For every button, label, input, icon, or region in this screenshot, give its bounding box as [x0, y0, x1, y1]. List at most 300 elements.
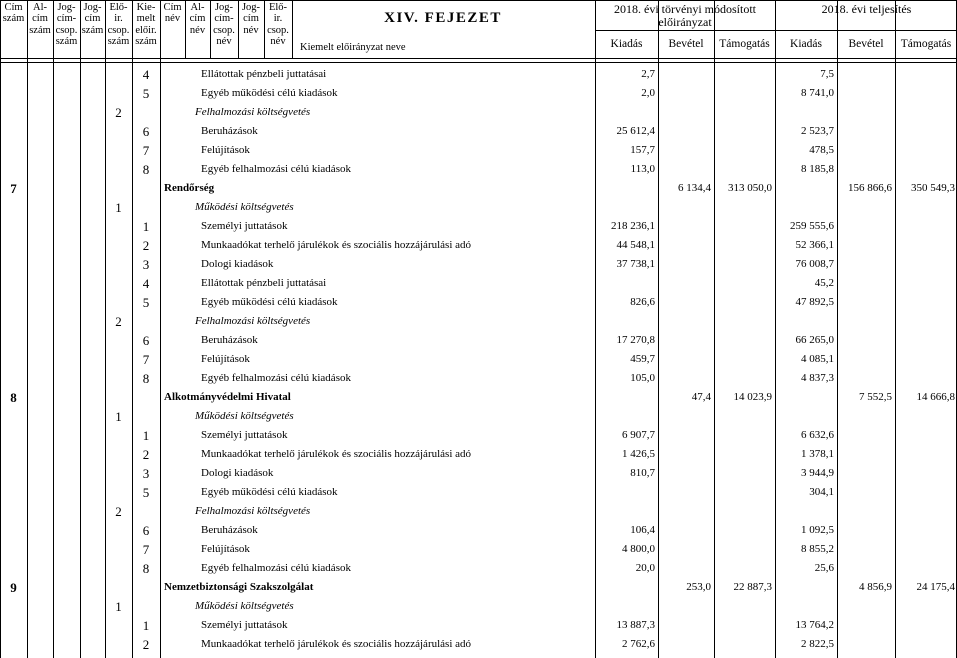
eloircsop-szam: 1 [115, 409, 122, 424]
cim-szam [0, 198, 27, 217]
row-name: Személyi juttatások [201, 429, 288, 441]
kiadas-actual: 259 555,6 [790, 220, 834, 232]
kiadas-modified [595, 198, 655, 217]
kiadas-actual: 304,1 [809, 486, 834, 498]
table-row [0, 388, 957, 407]
kiadas-actual [775, 312, 834, 331]
kiemelt-szam: 1 [142, 219, 150, 234]
row-name: Működési költségvetés [195, 600, 294, 612]
bevetel-modified [658, 141, 711, 160]
kiadas-actual: 76 008,7 [795, 258, 834, 270]
kiemelt-szam: 3 [142, 257, 150, 272]
kiadas-modified: 2,7 [641, 68, 655, 80]
kiadas-modified [595, 103, 655, 122]
row-name: Munkaadókat terhelő járulékok és szociális hozzájárulási adó [201, 239, 472, 251]
tamogatas-modified [714, 65, 772, 84]
tamogatas-actual [895, 597, 955, 616]
eloircsop-szam [105, 426, 132, 445]
tamogatas-actual [895, 312, 955, 331]
bevetel-modified [658, 217, 711, 236]
tamogatas-actual [895, 445, 955, 464]
bevetel-modified [658, 502, 711, 521]
kiadas-modified [595, 483, 655, 502]
tamogatas-modified [714, 521, 772, 540]
bevetel-modified [658, 274, 711, 293]
kiemelt-szam: 2 [142, 637, 150, 652]
bevetel-actual [837, 198, 892, 217]
tamogatas-actual [895, 350, 955, 369]
kiadas-actual: 4 837,3 [801, 372, 834, 384]
tamogatas-modified [714, 274, 772, 293]
row-name: Személyi juttatások [201, 619, 288, 631]
eloircsop-szam [105, 559, 132, 578]
tamogatas-actual [895, 540, 955, 559]
kiemelt-szam [132, 407, 160, 426]
cim-szam [0, 103, 27, 122]
kiadas-modified: 157,7 [630, 144, 655, 156]
bevetel-actual [837, 369, 892, 388]
bevetel-actual [837, 84, 892, 103]
header-jogcimcsop-nev: Jog- cím- csop. név [213, 2, 235, 47]
eloircsop-szam: 2 [115, 105, 122, 120]
eloircsop-szam [105, 635, 132, 654]
row-name: Felhalmozási költségvetés [195, 106, 311, 118]
header-bevetel-2: Bevétel [848, 38, 884, 50]
eloircsop-szam [105, 84, 132, 103]
kiemelt-szam: 5 [142, 485, 150, 500]
bevetel-actual [837, 122, 892, 141]
tamogatas-actual: 350 549,3 [911, 182, 955, 194]
kiemelt-szam [132, 578, 160, 597]
bevetel-modified [658, 369, 711, 388]
table-row [0, 540, 957, 559]
eloircsop-szam [105, 236, 132, 255]
kiemelt-szam [132, 388, 160, 407]
kiadas-modified: 105,0 [630, 372, 655, 384]
tamogatas-modified [714, 426, 772, 445]
bevetel-actual [837, 236, 892, 255]
tamogatas-modified [714, 198, 772, 217]
tamogatas-modified [714, 312, 772, 331]
header-kiadas-2: Kiadás [790, 38, 822, 50]
row-name: Egyéb felhalmozási célú kiadások [201, 163, 351, 175]
tamogatas-actual [895, 331, 955, 350]
kiadas-modified [595, 578, 655, 597]
eloircsop-szam [105, 274, 132, 293]
kiadas-actual: 45,2 [814, 277, 834, 289]
tamogatas-actual [895, 464, 955, 483]
kiemelt-szam [132, 103, 160, 122]
row-name: Felújítások [201, 543, 250, 555]
row-name: Működési költségvetés [195, 201, 294, 213]
bevetel-actual [837, 141, 892, 160]
bevetel-modified [658, 293, 711, 312]
tamogatas-modified [714, 464, 772, 483]
bevetel-actual [837, 426, 892, 445]
kiemelt-szam: 1 [142, 618, 150, 633]
row-name: Egyéb működési célú kiadások [201, 486, 338, 498]
tamogatas-modified [714, 293, 772, 312]
kiemelt-szam: 6 [142, 333, 150, 348]
kiadas-actual [775, 179, 834, 198]
kiadas-actual: 66 265,0 [795, 334, 834, 346]
kiadas-modified: 218 236,1 [611, 220, 655, 232]
eloircsop-szam [105, 331, 132, 350]
tamogatas-actual [895, 616, 955, 635]
kiadas-actual: 13 764,2 [795, 619, 834, 631]
bevetel-actual [837, 160, 892, 179]
tamogatas-modified [714, 103, 772, 122]
tamogatas-modified [714, 141, 772, 160]
table-row [0, 312, 957, 331]
bevetel-actual [837, 635, 892, 654]
kiemelt-szam [132, 179, 160, 198]
table-row [0, 426, 957, 445]
kiadas-actual: 7,5 [820, 68, 834, 80]
bevetel-modified [658, 103, 711, 122]
kiadas-modified: 113,0 [630, 163, 655, 175]
tamogatas-modified [714, 445, 772, 464]
tamogatas-modified [714, 217, 772, 236]
kiemelt-szam: 7 [142, 143, 150, 158]
bevetel-modified [658, 65, 711, 84]
eloircsop-szam [105, 369, 132, 388]
header-cim-nev: Cím név [163, 2, 182, 25]
row-name: Dologi kiadások [201, 467, 274, 479]
kiemelt-szam: 1 [142, 428, 150, 443]
cim-szam [0, 502, 27, 521]
eloircsop-szam [105, 521, 132, 540]
kiadas-modified: 6 907,7 [622, 429, 655, 441]
bevetel-modified [658, 521, 711, 540]
tamogatas-actual [895, 426, 955, 445]
cim-szam [0, 559, 27, 578]
kiadas-modified: 20,0 [635, 562, 655, 574]
kiadas-actual: 8 185,8 [801, 163, 834, 175]
kiadas-modified: 44 548,1 [616, 239, 655, 251]
tamogatas-actual: 14 666,8 [916, 391, 955, 403]
bevetel-modified [658, 160, 711, 179]
cim-szam: 7 [10, 181, 17, 196]
tamogatas-actual [895, 84, 955, 103]
bevetel-actual [837, 559, 892, 578]
tamogatas-actual [895, 255, 955, 274]
cim-szam [0, 426, 27, 445]
table-row [0, 559, 957, 578]
kiadas-modified: 106,4 [630, 524, 655, 536]
bevetel-modified [658, 84, 711, 103]
kiadas-actual: 3 944,9 [801, 467, 834, 479]
kiadas-actual: 52 366,1 [795, 239, 834, 251]
eloircsop-szam [105, 388, 132, 407]
row-name: Ellátottak pénzbeli juttatásai [201, 277, 327, 289]
tamogatas-actual [895, 635, 955, 654]
table-row [0, 407, 957, 426]
kiadas-modified [595, 407, 655, 426]
cim-szam [0, 540, 27, 559]
kiadas-modified: 25 612,4 [616, 125, 655, 137]
tamogatas-modified [714, 502, 772, 521]
kiadas-actual: 2 822,5 [801, 638, 834, 650]
tamogatas-actual [895, 122, 955, 141]
tamogatas-modified: 14 023,9 [733, 391, 772, 403]
table-row [0, 141, 957, 160]
bevetel-actual [837, 483, 892, 502]
cim-szam [0, 122, 27, 141]
kiadas-actual: 1 378,1 [801, 448, 834, 460]
eloircsop-szam: 1 [115, 599, 122, 614]
kiadas-modified: 4 800,0 [622, 543, 655, 555]
bevetel-actual [837, 217, 892, 236]
eloircsop-szam [105, 445, 132, 464]
bevetel-actual: 156 866,6 [848, 182, 892, 194]
header-alcim-nev: Al- cím név [189, 2, 206, 36]
kiadas-modified: 13 887,3 [616, 619, 655, 631]
cim-szam [0, 483, 27, 502]
bevetel-modified [658, 122, 711, 141]
tamogatas-modified [714, 255, 772, 274]
header-jogcim-szam: Jog- cím szám [81, 2, 104, 36]
kiemelt-szam [132, 597, 160, 616]
row-name: Ellátottak pénzbeli juttatásai [201, 68, 327, 80]
bevetel-actual [837, 312, 892, 331]
tamogatas-actual [895, 236, 955, 255]
cim-szam [0, 597, 27, 616]
table-row [0, 464, 957, 483]
table-row [0, 369, 957, 388]
cim-szam [0, 141, 27, 160]
row-name: Működési költségvetés [195, 410, 294, 422]
bevetel-modified [658, 426, 711, 445]
eloircsop-szam [105, 179, 132, 198]
eloircsop-szam [105, 160, 132, 179]
bevetel-actual [837, 521, 892, 540]
row-name: Egyéb felhalmozási célú kiadások [201, 562, 351, 574]
cim-szam [0, 217, 27, 236]
tamogatas-actual [895, 274, 955, 293]
table-row [0, 122, 957, 141]
kiadas-modified: 17 270,8 [616, 334, 655, 346]
kiadas-modified [595, 179, 655, 198]
bevetel-modified [658, 445, 711, 464]
header-bevetel-1: Bevétel [668, 38, 704, 50]
bevetel-actual [837, 331, 892, 350]
bevetel-modified: 6 134,4 [678, 182, 711, 194]
row-name: Munkaadókat terhelő járulékok és szociális hozzájárulási adó [201, 638, 472, 650]
bevetel-modified [658, 407, 711, 426]
header-eloircsop-nev: Elő- ir. csop. név [267, 2, 289, 47]
header-tamogatas-1: Támogatás [719, 38, 770, 50]
eloircsop-szam [105, 217, 132, 236]
row-name: Alkotmányvédelmi Hivatal [164, 391, 291, 403]
row-name: Munkaadókat terhelő járulékok és szociális hozzájárulási adó [201, 448, 472, 460]
table-row [0, 445, 957, 464]
kiadas-modified: 1 426,5 [622, 448, 655, 460]
bevetel-modified [658, 464, 711, 483]
kiadas-modified [595, 274, 655, 293]
table-row [0, 635, 957, 654]
kiadas-actual: 25,6 [814, 562, 834, 574]
row-name: Rendőrség [164, 182, 215, 194]
kiemelt-szam [132, 198, 160, 217]
table-row [0, 616, 957, 635]
table-row [0, 331, 957, 350]
tamogatas-modified [714, 236, 772, 255]
kiemelt-szam: 4 [142, 67, 150, 82]
cim-szam [0, 65, 27, 84]
bevetel-actual [837, 103, 892, 122]
bevetel-modified [658, 635, 711, 654]
tamogatas-actual [895, 293, 955, 312]
kiemelt-szam: 7 [142, 352, 150, 367]
tamogatas-actual [895, 141, 955, 160]
kiadas-actual: 8 741,0 [801, 87, 834, 99]
table-row [0, 198, 957, 217]
header-group-modified: 2018. évi törvényi módosított előirányzat [614, 2, 756, 29]
kiadas-actual [775, 597, 834, 616]
bevetel-modified [658, 597, 711, 616]
eloircsop-szam [105, 483, 132, 502]
tamogatas-modified [714, 122, 772, 141]
table-row [0, 483, 957, 502]
bevetel-actual [837, 540, 892, 559]
tamogatas-modified [714, 407, 772, 426]
cim-szam [0, 616, 27, 635]
bevetel-modified [658, 331, 711, 350]
chapter-title: XIV. FEJEZET [384, 10, 502, 26]
table-row [0, 84, 957, 103]
tamogatas-actual [895, 198, 955, 217]
header-jogcimcsop-szam: Jog- cím- csop. szám [55, 2, 78, 47]
bevetel-actual [837, 502, 892, 521]
tamogatas-modified [714, 597, 772, 616]
eloircsop-szam [105, 293, 132, 312]
header-eloircsop-szam: Elő- ir. csop. szám [107, 2, 130, 47]
bevetel-modified [658, 255, 711, 274]
eloircsop-szam [105, 616, 132, 635]
cim-szam [0, 84, 27, 103]
bevetel-modified [658, 236, 711, 255]
bevetel-actual: 4 856,9 [859, 581, 892, 593]
tamogatas-actual [895, 369, 955, 388]
bevetel-actual [837, 274, 892, 293]
kiemelt-szam: 5 [142, 295, 150, 310]
kiadas-actual: 478,5 [809, 144, 834, 156]
tamogatas-modified [714, 616, 772, 635]
kiadas-actual [775, 407, 834, 426]
kiemelt-szam: 5 [142, 86, 150, 101]
cim-szam [0, 255, 27, 274]
kiemelt-szam: 2 [142, 238, 150, 253]
row-name: Személyi juttatások [201, 220, 288, 232]
eloircsop-szam [105, 578, 132, 597]
kiadas-actual: 8 855,2 [801, 543, 834, 555]
tamogatas-modified: 22 887,3 [733, 581, 772, 593]
table-row [0, 65, 957, 84]
row-name: Egyéb működési célú kiadások [201, 87, 338, 99]
cim-szam [0, 312, 27, 331]
bevetel-modified: 47,4 [691, 391, 711, 403]
kiadas-actual [775, 198, 834, 217]
kiadas-actual [775, 502, 834, 521]
kiemelt-szam: 3 [142, 466, 150, 481]
kiadas-actual: 6 632,6 [801, 429, 834, 441]
kiadas-modified [595, 388, 655, 407]
kiemelt-szam: 8 [142, 561, 150, 576]
cim-szam [0, 331, 27, 350]
table-row [0, 255, 957, 274]
cim-szam: 9 [10, 580, 17, 595]
tamogatas-modified [714, 350, 772, 369]
eloircsop-szam: 2 [115, 504, 122, 519]
kiadas-modified [595, 502, 655, 521]
tamogatas-modified [714, 369, 772, 388]
cim-szam [0, 407, 27, 426]
bevetel-actual: 7 552,5 [859, 391, 892, 403]
kiadas-modified [595, 597, 655, 616]
kiadas-actual: 2 523,7 [801, 125, 834, 137]
table-row [0, 103, 957, 122]
kiadas-actual: 4 085,1 [801, 353, 834, 365]
table-row [0, 274, 957, 293]
eloircsop-szam: 2 [115, 314, 122, 329]
bevetel-actual [837, 65, 892, 84]
eloircsop-szam: 1 [115, 200, 122, 215]
kiemelt-szam: 7 [142, 542, 150, 557]
cim-szam: 8 [10, 390, 17, 405]
kiemelt-szam: 6 [142, 523, 150, 538]
tamogatas-actual [895, 407, 955, 426]
header-alcim-szam: Al- cím szám [29, 2, 51, 36]
table-row [0, 597, 957, 616]
eloircsop-szam [105, 122, 132, 141]
kiadas-modified: 810,7 [630, 467, 655, 479]
kiemelt-szam: 2 [142, 447, 150, 462]
tamogatas-modified: 313 050,0 [728, 182, 772, 194]
bevetel-modified [658, 616, 711, 635]
table-row [0, 293, 957, 312]
eloircsop-szam [105, 255, 132, 274]
bevetel-actual [837, 350, 892, 369]
kiemelt-szam: 8 [142, 371, 150, 386]
row-name: Beruházások [201, 125, 258, 137]
eloircsop-szam [105, 464, 132, 483]
header-cim-szam: Cím szám [2, 2, 25, 25]
table-row [0, 521, 957, 540]
cim-szam [0, 293, 27, 312]
row-name: Felhalmozási költségvetés [195, 505, 311, 517]
bevetel-modified: 253,0 [686, 581, 711, 593]
cim-szam [0, 445, 27, 464]
tamogatas-actual [895, 103, 955, 122]
table-row [0, 350, 957, 369]
tamogatas-modified [714, 483, 772, 502]
tamogatas-modified [714, 559, 772, 578]
eloircsop-szam [105, 141, 132, 160]
eloircsop-szam [105, 65, 132, 84]
header-name-label: Kiemelt előirányzat neve [300, 42, 406, 53]
row-name: Felújítások [201, 144, 250, 156]
kiadas-modified: 2,0 [641, 87, 655, 99]
header-kiadas-1: Kiadás [610, 38, 643, 50]
tamogatas-actual [895, 160, 955, 179]
row-name: Felújítások [201, 353, 250, 365]
table-row [0, 502, 957, 521]
kiadas-modified: 2 762,6 [622, 638, 655, 650]
bevetel-actual [837, 464, 892, 483]
bevetel-actual [837, 255, 892, 274]
kiemelt-szam [132, 312, 160, 331]
